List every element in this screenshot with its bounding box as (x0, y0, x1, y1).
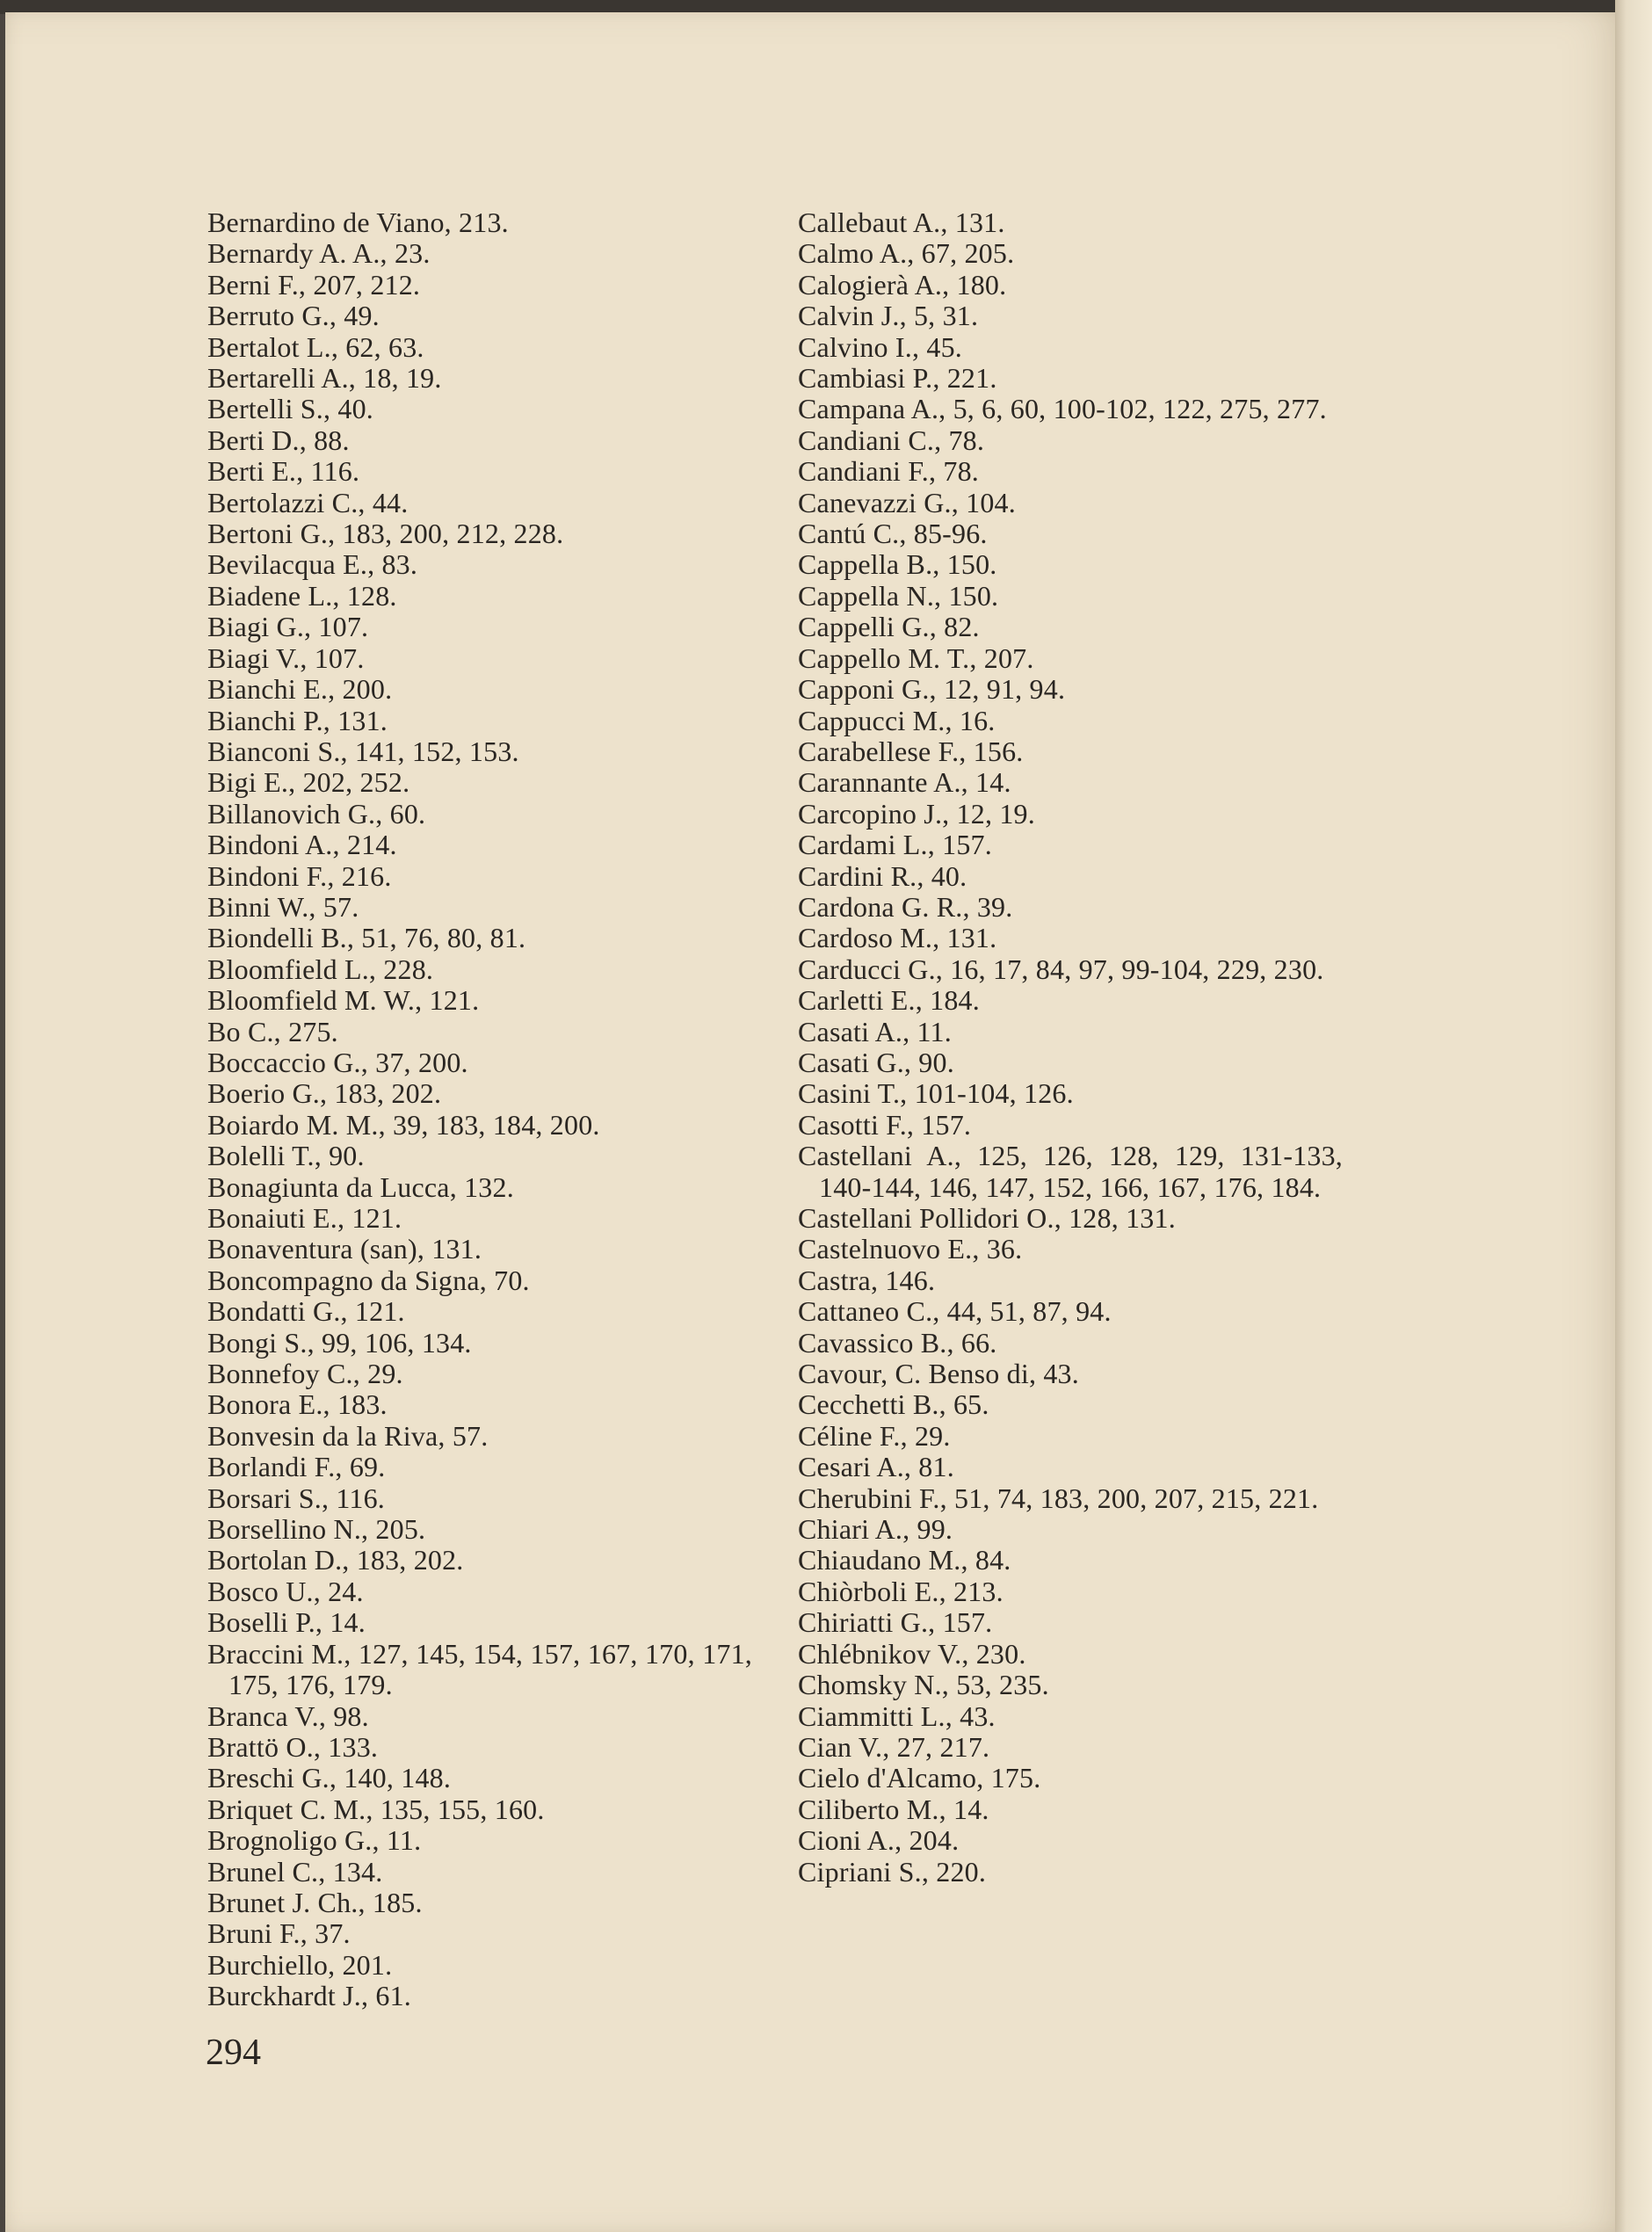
index-entry: Calvino I., 45. (798, 330, 962, 363)
index-entry: Bonagiunta da Lucca, 132. (207, 1170, 514, 1203)
index-entry: Bertalot L., 62, 63. (207, 330, 424, 363)
index-entry: Cardona G. R., 39. (798, 890, 1013, 923)
index-entry: Boncompagno da Signa, 70. (207, 1264, 530, 1296)
index-entry: Cattaneo C., 44, 51, 87, 94. (798, 1295, 1112, 1328)
index-entry: Biondelli B., 51, 76, 80, 81. (207, 922, 526, 954)
index-entry: Bonora E., 183. (207, 1388, 388, 1421)
index-entry: Boiardo M. M., 39, 183, 184, 200. (207, 1108, 600, 1141)
index-entry: Borlandi F., 69. (207, 1451, 386, 1483)
index-entry: Cambiasi P., 221. (798, 362, 997, 395)
page-fold-edge (1615, 0, 1652, 2232)
index-entry: Bertelli S., 40. (207, 393, 373, 425)
index-entry: Cappello M. T., 207. (798, 641, 1034, 674)
index-entry: Chiari A., 99. (798, 1513, 953, 1546)
index-entry: Boselli P., 14. (207, 1606, 366, 1639)
index-entry: Chiòrboli E., 213. (798, 1575, 1004, 1607)
index-entry: Bonaiuti E., 121. (207, 1202, 402, 1234)
index-entry: Cherubini F., 51, 74, 183, 200, 207, 215, 221. (798, 1482, 1319, 1514)
index-entry: Borsari S., 116. (207, 1482, 386, 1514)
index-entry: Campana A., 5, 6, 60, 100-102, 122, 275, 277. (798, 393, 1327, 425)
page-number: 294 (206, 2033, 261, 2073)
index-entry: Berti D., 88. (207, 424, 350, 456)
index-entry: Brattö O., 133. (207, 1730, 379, 1763)
index-entry: Biagi G., 107. (207, 611, 369, 643)
index-entry: Bianchi P., 131. (207, 704, 388, 736)
index-entry: Berruto G., 49. (207, 300, 380, 332)
index-entry: Billanovich G., 60. (207, 797, 426, 830)
index-entry: Casini T., 101-104, 126. (798, 1077, 1074, 1110)
index-entry: Cesari A., 81. (798, 1451, 954, 1483)
index-entry: Breschi G., 140, 148. (207, 1762, 452, 1794)
index-column-left (207, 207, 752, 2012)
index-entry: Bindoni F., 216. (207, 859, 392, 892)
index-entry: Cappella N., 150. (798, 579, 999, 612)
index-entry: Carletti E., 184. (798, 984, 980, 1017)
index-entry: Branca V., 98. (207, 1699, 369, 1732)
index-entry: Casati G., 90. (798, 1046, 954, 1078)
index-entry: Castellani A., 125, 126, 128, 129, 131-133, 140-144, 146, 147, 152, 166, 167, 176, 184. (798, 1140, 1343, 1203)
index-entry: Cecchetti B., 65. (798, 1388, 989, 1421)
index-entry: Berti E., 116. (207, 455, 360, 488)
index-entry: Chlébnikov V., 230. (798, 1637, 1026, 1670)
index-entry: Carducci G., 16, 17, 84, 97, 99-104, 229, 230. (798, 953, 1324, 985)
index-entry: Bonnefoy C., 29. (207, 1358, 403, 1390)
index-entry: Chiaudano M., 84. (798, 1544, 1011, 1576)
index-entry: Bigi E., 202, 252. (207, 766, 410, 799)
index-entry: Bonaventura (san), 131. (207, 1233, 482, 1265)
index-entry: Boerio G., 183, 202. (207, 1077, 442, 1110)
index-entry: Bertarelli A., 18, 19. (207, 362, 442, 395)
index-entry: Céline F., 29. (798, 1419, 951, 1452)
index-entry: Bernardino de Viano, 213. (207, 207, 509, 238)
index-entry: Cielo d'Alcamo, 175. (798, 1762, 1041, 1794)
index-entry: Bongi S., 99, 106, 134. (207, 1326, 472, 1359)
index-entry: Cantú C., 85-96. (798, 518, 988, 550)
index-entry: Bloomfield M. W., 121. (207, 984, 480, 1017)
index-entry: Canevazzi G., 104. (798, 486, 1016, 518)
index-entry: Carcopino J., 12, 19. (798, 797, 1035, 830)
index-entry: Cian V., 27, 217. (798, 1730, 990, 1763)
index-entry: Bortolan D., 183, 202. (207, 1544, 464, 1576)
index-entry: Bertolazzi C., 44. (207, 486, 409, 518)
index-entry: Calvin J., 5, 31. (798, 300, 979, 332)
index-entry: Bianconi S., 141, 152, 153. (207, 735, 519, 767)
index-entry: Bianchi E., 200. (207, 673, 393, 706)
index-entry: Brunet J. Ch., 185. (207, 1886, 423, 1918)
index-entry: Bo C., 275. (207, 1015, 338, 1047)
index-entry: Brognoligo G., 11. (207, 1824, 422, 1857)
index-column-right (798, 207, 1343, 1888)
index-entry: Callebaut A., 131. (798, 207, 1005, 238)
index-entry: Burckhardt J., 61. (207, 1980, 412, 2012)
index-entry: Cappella B., 150. (798, 548, 997, 581)
index-entry: Cipriani S., 220. (798, 1855, 987, 1888)
index-entry: Cardini R., 40. (798, 859, 967, 892)
index-entry: Ciammitti L., 43. (798, 1699, 996, 1732)
index-entry: Calmo A., 67, 205. (798, 237, 1015, 270)
index-entry: Bolelli T., 90. (207, 1140, 365, 1172)
index-entry: Cappucci M., 16. (798, 704, 996, 736)
index-entry: Brunel C., 134. (207, 1855, 383, 1888)
index-entry: Bondatti G., 121. (207, 1295, 405, 1328)
index-entry: Cappelli G., 82. (798, 611, 980, 643)
index-entry: Candiani F., 78. (798, 455, 979, 488)
index-entry: Boccaccio G., 37, 200. (207, 1046, 468, 1078)
index-entry: Biadene L., 128. (207, 579, 397, 612)
index-entry: Berni F., 207, 212. (207, 268, 421, 301)
index-entry: Castellani Pollidori O., 128, 131. (798, 1202, 1176, 1234)
index-entry: Carannante A., 14. (798, 766, 1011, 799)
index-entry: Bosco U., 24. (207, 1575, 364, 1607)
index-entry: Ciliberto M., 14. (798, 1793, 989, 1825)
index-entry: Capponi G., 12, 91, 94. (798, 673, 1066, 706)
index-entry: Biagi V., 107. (207, 641, 365, 674)
index-entry: Cardami L., 157. (798, 829, 992, 861)
index-entry: Bloomfield L., 228. (207, 953, 434, 985)
index-entry: Burchiello, 201. (207, 1948, 393, 1981)
index-entry: Bertoni G., 183, 200, 212, 228. (207, 518, 564, 550)
index-entry: Candiani C., 78. (798, 424, 985, 456)
index-entry: Cavassico B., 66. (798, 1326, 997, 1359)
index-entry: Carabellese F., 156. (798, 735, 1024, 767)
index-entry: Casati A., 11. (798, 1015, 952, 1047)
index-entry: Casotti F., 157. (798, 1108, 972, 1141)
index-entry: Chiriatti G., 157. (798, 1606, 993, 1639)
index-entry: Chomsky N., 53, 235. (798, 1669, 1049, 1701)
index-entry: Bernardy A. A., 23. (207, 237, 431, 270)
index-entry: Castra, 146. (798, 1264, 936, 1296)
index-entry: Calogierà A., 180. (798, 268, 1007, 301)
index-entry: Braccini M., 127, 145, 154, 157, 167, 170, 171, 175, 176, 179. (207, 1637, 752, 1701)
index-entry: Cavour, C. Benso di, 43. (798, 1358, 1079, 1390)
index-entry: Bruni F., 37. (207, 1917, 351, 1950)
index-entry: Binni W., 57. (207, 890, 359, 923)
index-entry: Borsellino N., 205. (207, 1513, 426, 1546)
index-entry: Bindoni A., 214. (207, 829, 397, 861)
index-entry: Bevilacqua E., 83. (207, 548, 418, 581)
index-entry: Briquet C. M., 135, 155, 160. (207, 1793, 545, 1825)
index-entry: Bonvesin da la Riva, 57. (207, 1419, 489, 1452)
index-entry: Castelnuovo E., 36. (798, 1233, 1023, 1265)
index-entry: Cardoso M., 131. (798, 922, 997, 954)
index-entry: Cioni A., 204. (798, 1824, 960, 1857)
